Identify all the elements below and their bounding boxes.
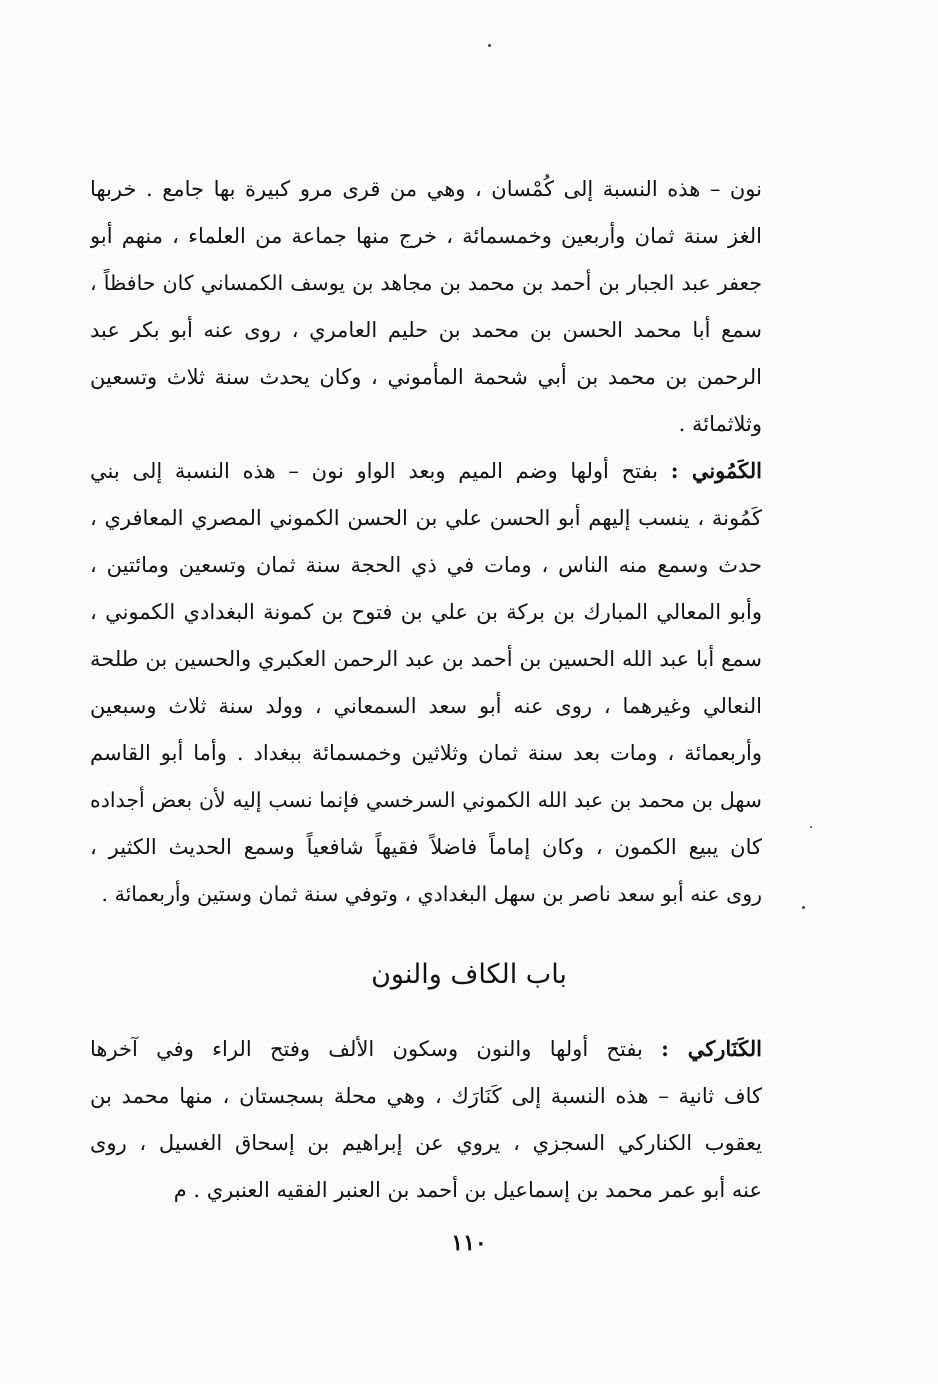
text-line: جعفر عبد الجبار بن أحمد بن محمد بن مجاهد بن يوسف الكمساني كان حافظاً ، [90, 271, 762, 295]
text-line: الرحمن بن محمد بن أبي شحمة المأموني ، وكان يحدث سنة ثلاث وتسعين [90, 365, 762, 389]
text-line: نون – هذه النسبة إلى كُمْسان ، وهي من قرى مرو كبيرة بها جامع . خربها [90, 177, 762, 201]
text-line: كاف ثانية – هذه النسبة إلى كَنَارَك ، وهي محلة بسجستان ، منها محمد بن [90, 1084, 762, 1108]
page-number: ١١٠ [451, 1230, 487, 1256]
scan-speck [802, 906, 805, 909]
entry-text: بفتح أولها وضم الميم وبعد الواو نون – هذه النسبة إلى بني [90, 459, 658, 483]
text-line [90, 1025, 762, 1073]
scan-speck [488, 44, 491, 47]
text-line: سهل بن محمد بن عبد الله الكموني السرخسي فإنما نسب إليه لأن بعض أجداده [90, 788, 762, 812]
entry-heading: الكَنَاركي : [661, 1036, 762, 1061]
text-line: وثلاثمائة . [678, 412, 762, 436]
text-line: عنه أبو عمر محمد بن إسماعيل بن أحمد بن العنبر الفقيه العنبري . م [173, 1178, 762, 1202]
text-line: يعقوب الكناركي السجزي ، يروي عن إبراهيم بن إسحاق الغسيل ، روى [90, 1131, 762, 1155]
entry-heading: الكَمُوني : [670, 458, 762, 483]
text-line: وأربعمائة ، ومات بعد سنة ثمان وثلاثين وخمسمائة ببغداد . وأما أبو القاسم [90, 741, 762, 765]
paragraph-kumsani [90, 166, 762, 448]
text-line: كَمُونة ، ينسب إليهم أبو الحسن علي بن الحسن الكموني المصري المعافري ، [90, 506, 762, 530]
text-line: النعالي وغيرهما ، روى عنه أبو سعد السمعاني ، وولد سنة ثلاث وسبعين [90, 694, 762, 718]
text-line: وأبو المعالي المبارك بن بركة بن علي بن فتوح بن كمونة البغدادي الكموني ، [90, 600, 762, 624]
entry-text: بفتح أولها والنون وسكون الألف وفتح الراء وفي آخرها [90, 1037, 643, 1061]
section-title: باب الكاف والنون [371, 959, 567, 990]
text-line: سمع أبا عبد الله الحسين بن أحمد بن عبد الرحمن العكبري والحسين بن طلحة [90, 647, 762, 671]
text-line: روى عنه أبو سعد ناصر بن سهل البغدادي ، وتوفي سنة ثمان وستين وأربعمائة . [101, 882, 762, 906]
paragraph-kanaraki [90, 1025, 762, 1214]
scan-speck [810, 826, 812, 828]
text-line: سمع أبا محمد الحسن بن محمد بن حليم العامري ، روى عنه أبو بكر عبد [90, 318, 762, 342]
text-line: حدث وسمع منه الناس ، ومات في ذي الحجة سنة ثمان وتسعين ومائتين ، [90, 553, 762, 577]
paragraph-kamuni [90, 447, 762, 918]
text-line: الغز سنة ثمان وأربعين وخمسمائة ، خرج منها جماعة من العلماء ، منهم أبو [90, 224, 762, 248]
text-line [90, 447, 762, 495]
text-line: كان يبيع الكمون ، وكان إماماً فاضلاً فقيهاً شافعياً وسمع الحديث الكثير ، [90, 835, 762, 859]
